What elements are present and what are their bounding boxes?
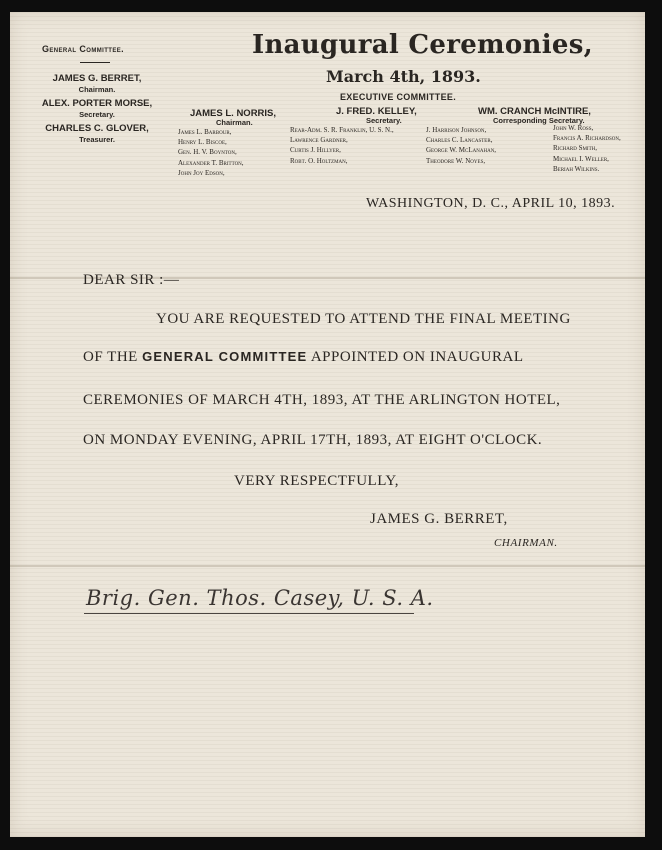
letter-text: OF THE: [83, 349, 138, 365]
letter-line: CEREMONIES OF MARCH 4TH, 1893, AT THE ARLINGTON HOTEL,: [83, 392, 561, 408]
member-list-column: [290, 125, 394, 166]
member-name: Charles C. Lancaster,: [426, 136, 493, 145]
member-name: Francis A. Richardson,: [553, 134, 621, 143]
divider: [80, 62, 110, 63]
letter-line: YOU ARE REQUESTED TO ATTEND THE FINAL MEETING: [156, 311, 571, 327]
committee-member-name: ALEX. PORTER MORSE,: [41, 98, 153, 109]
member-list-column: [553, 123, 621, 174]
member-name: Michael I. Weller,: [553, 154, 609, 163]
general-committee-title: General Committee.: [42, 44, 125, 54]
member-name: Theodore W. Noyes,: [426, 156, 486, 165]
closing: VERY RESPECTFULLY,: [234, 473, 400, 489]
executive-officer-role: Secretary.: [366, 116, 402, 125]
letter-text: APPOINTED ON INAUGURAL: [310, 349, 524, 365]
executive-officer-role: Corresponding Secretary.: [493, 116, 585, 125]
signer-name: JAMES G. BERRET,: [370, 511, 508, 527]
member-name: Henry L. Biscoe,: [178, 138, 227, 147]
letter-line: [83, 349, 524, 366]
member-name: Alexander T. Britton,: [178, 158, 244, 167]
member-list-column: [426, 125, 496, 166]
member-name: Robt. O. Holtzman,: [290, 156, 348, 165]
member-name: George W. McLanahan,: [426, 146, 497, 155]
executive-officer-name: JAMES L. NORRIS,: [190, 108, 277, 119]
committee-member-role: Secretary.: [79, 110, 115, 119]
committee-member-name: CHARLES C. GLOVER,: [45, 123, 149, 134]
member-list-column: [178, 127, 244, 178]
salutation: DEAR SIR :—: [83, 272, 180, 288]
member-name: James L. Barbour,: [178, 128, 232, 136]
letter-line: ON MONDAY EVENING, APRIL 17TH, 1893, AT EIGHT O'CLOCK.: [83, 432, 543, 448]
executive-officer-role: Chairman.: [216, 118, 253, 127]
member-name: Rear-Adm. S. R. Franklin, U. S. N.,: [290, 126, 394, 134]
letterhead-title: Inaugural Ceremonies,: [252, 30, 594, 60]
place-date: WASHINGTON, D. C., APRIL 10, 1893.: [366, 196, 616, 211]
general-committee-emphasis: GENERAL COMMITTEE: [142, 349, 308, 364]
member-name: John W. Ross,: [553, 124, 594, 132]
handwritten-address: Brig. Gen. Thos. Casey, U. S. A.: [86, 586, 434, 610]
member-name: Lawrence Gardner,: [290, 136, 348, 145]
member-name: John Joy Edson,: [178, 168, 225, 177]
committee-member-role: Treasurer.: [79, 135, 115, 144]
letterhead-date: March 4th, 1893.: [326, 67, 481, 86]
committee-member-name: JAMES G. BERRET,: [52, 73, 142, 84]
handwritten-underline: [84, 613, 414, 614]
executive-committee-heading: EXECUTIVE COMMITTEE.: [340, 92, 457, 102]
member-name: J. Harrison Johnson,: [426, 126, 487, 134]
member-name: Beriah Wilkins.: [553, 164, 600, 173]
executive-officer-name: J. FRED. KELLEY,: [336, 106, 417, 117]
member-name: Curtis J. Hillyer,: [290, 146, 341, 155]
fold-line: [10, 565, 645, 567]
executive-officer-name: WM. CRANCH McINTIRE,: [478, 106, 591, 117]
member-name: Richard Smith,: [553, 144, 598, 153]
committee-member-role: Chairman.: [78, 85, 116, 94]
signer-title: CHAIRMAN.: [494, 537, 558, 549]
member-name: Gen. H. V. Boynton,: [178, 148, 237, 157]
